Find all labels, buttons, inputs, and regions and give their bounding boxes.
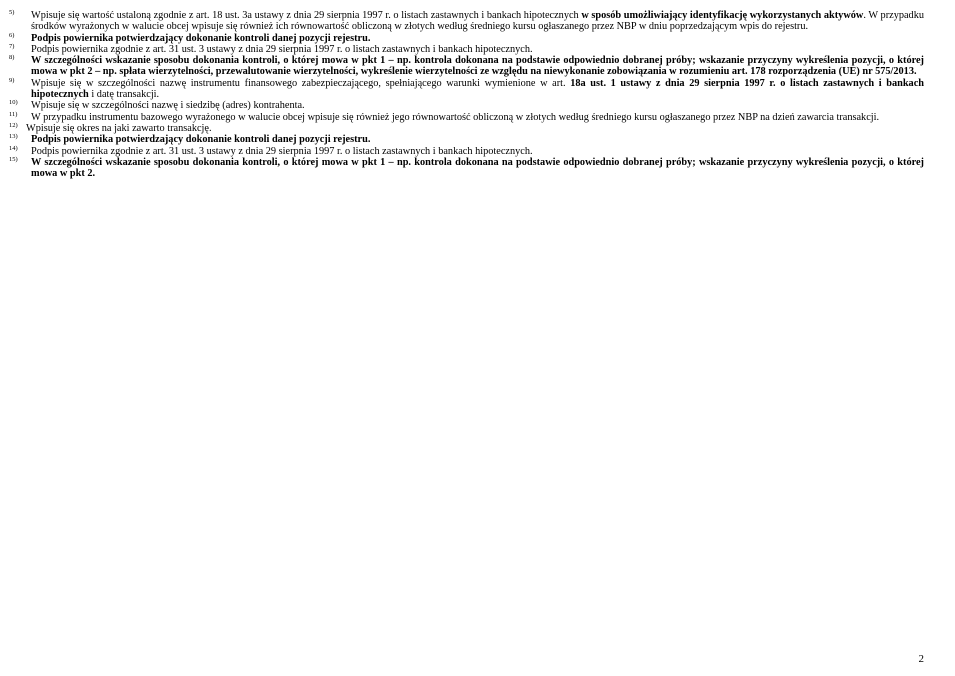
footnote-segment: Podpis powiernika zgodnie z art. 31 ust. 3 ustawy z dnia 29 sierpnia 1997 r. o listach zastawnych i bankach hipotecznych. [31, 145, 533, 157]
footnote-marker: 9) [9, 76, 15, 84]
footnote-9 [8, 78, 924, 101]
footnotes-list [8, 10, 924, 179]
footnote-8 [8, 55, 924, 78]
footnote-text [31, 44, 533, 55]
footnote-text [31, 33, 370, 44]
footnote-11 [8, 112, 924, 123]
footnote-10 [8, 100, 924, 111]
footnote-text [31, 146, 533, 157]
footnote-text [31, 157, 924, 179]
footnote-segment: Wpisuje się wartość ustaloną zgodnie z art. 18 ust. 3a ustawy z dnia 29 sierpnia 1997 r. o listach zastawnych i bankach hipotecznych [31, 10, 582, 21]
footnote-segment: Wpisuje się w szczególności nazwę i siedzibę (adres) kontrahenta. [31, 100, 305, 112]
footnote-text [31, 78, 924, 100]
footnote-marker: 13) [9, 133, 18, 141]
footnote-segment-bold: Podpis powiernika potwierdzający dokonanie kontroli danej pozycji rejestru. [31, 32, 371, 44]
footnote-segment-bold: w sposób umożliwiający identyfikację wykorzystanych aktywów [581, 10, 864, 21]
footnote-6 [8, 33, 924, 44]
footnote-marker: 12) [9, 121, 18, 129]
footnote-segment: Wpisuje się okres na jaki zawarto transakcję. [26, 122, 212, 134]
footnote-segment-bold: W szczególności wskazanie sposobu dokonania kontroli, o której mowa w pkt 1 – np. kontrola dokonana na podstawie odpowiednio dobranej próby; wskazanie przyczyny wykreślenia pozycji, o której mowa w pkt 2. [31, 156, 924, 180]
footnote-text [31, 10, 924, 32]
page-number: 2 [918, 653, 924, 665]
footnote-14 [8, 146, 924, 157]
footnote-text [31, 55, 924, 77]
footnote-marker: 10) [9, 99, 18, 107]
footnote-segment-bold: W szczególności wskazanie sposobu dokonania kontroli, o której mowa w pkt 1 – np. kontrola dokonana na podstawie odpowiednio dobranej próby; wskazanie przyczyny wykreślenia pozycji, o której mowa w pkt 2 – np. spłata wierzytelności, przewalutowanie wierzytelności, wykreślenie wierzytelności ze względu na niewykonanie zobowiązania w rozumieniu art. 178 rozporządzenia (UE) nr 575/2013. [31, 55, 924, 78]
footnote-segment: Wpisuje się w szczególności nazwę instrumentu finansowego zabezpieczającego, spełniającego warunki wymienione w art. [31, 77, 571, 89]
footnote-segment: Podpis powiernika zgodnie z art. 31 ust. 3 ustawy z dnia 29 sierpnia 1997 r. o listach zastawnych i bankach hipotecznych. [31, 43, 533, 55]
footnote-segment: . W przypadku środków wyrażonych w walucie obcej wpisuje się również ich równowartość obliczoną w złotych według średniego kursu ogłaszanego przez NBP w dniu poprzedzającym wpis do rejestru. [31, 10, 925, 33]
footnote-marker: 14) [9, 144, 18, 152]
footnote-segment: W przypadku instrumentu bazowego wyrażonego w walucie obcej wpisuje się również jego równowartość obliczoną w złotych według średniego kursu ogłaszanego przez NBP na dzień zawarcia transakcji. [31, 111, 880, 123]
footnote-marker: 15) [9, 155, 18, 163]
footnote-segment-bold: Podpis powiernika potwierdzający dokonanie kontroli danej pozycji rejestru. [31, 134, 371, 146]
footnote-12 [8, 123, 924, 134]
footnote-segment-bold: 18a ust. 1 ustawy z dnia 29 sierpnia 1997 r. o listach zastawnych i bankach hipotecznych [31, 77, 925, 101]
footnote-text [31, 134, 370, 145]
footnote-marker: 8) [9, 54, 15, 62]
footnote-segment: i datę transakcji. [88, 89, 160, 101]
footnote-7 [8, 44, 924, 55]
footnote-marker: 7) [9, 42, 15, 50]
footnote-marker: 11) [9, 110, 18, 118]
footnote-5 [8, 10, 924, 33]
footnote-text [31, 100, 305, 111]
footnote-text [31, 112, 879, 123]
footnote-13 [8, 134, 924, 145]
footnote-marker: 6) [9, 31, 15, 39]
footnote-text [26, 123, 212, 134]
footnote-15 [8, 157, 924, 180]
footnote-marker: 5) [9, 9, 15, 16]
